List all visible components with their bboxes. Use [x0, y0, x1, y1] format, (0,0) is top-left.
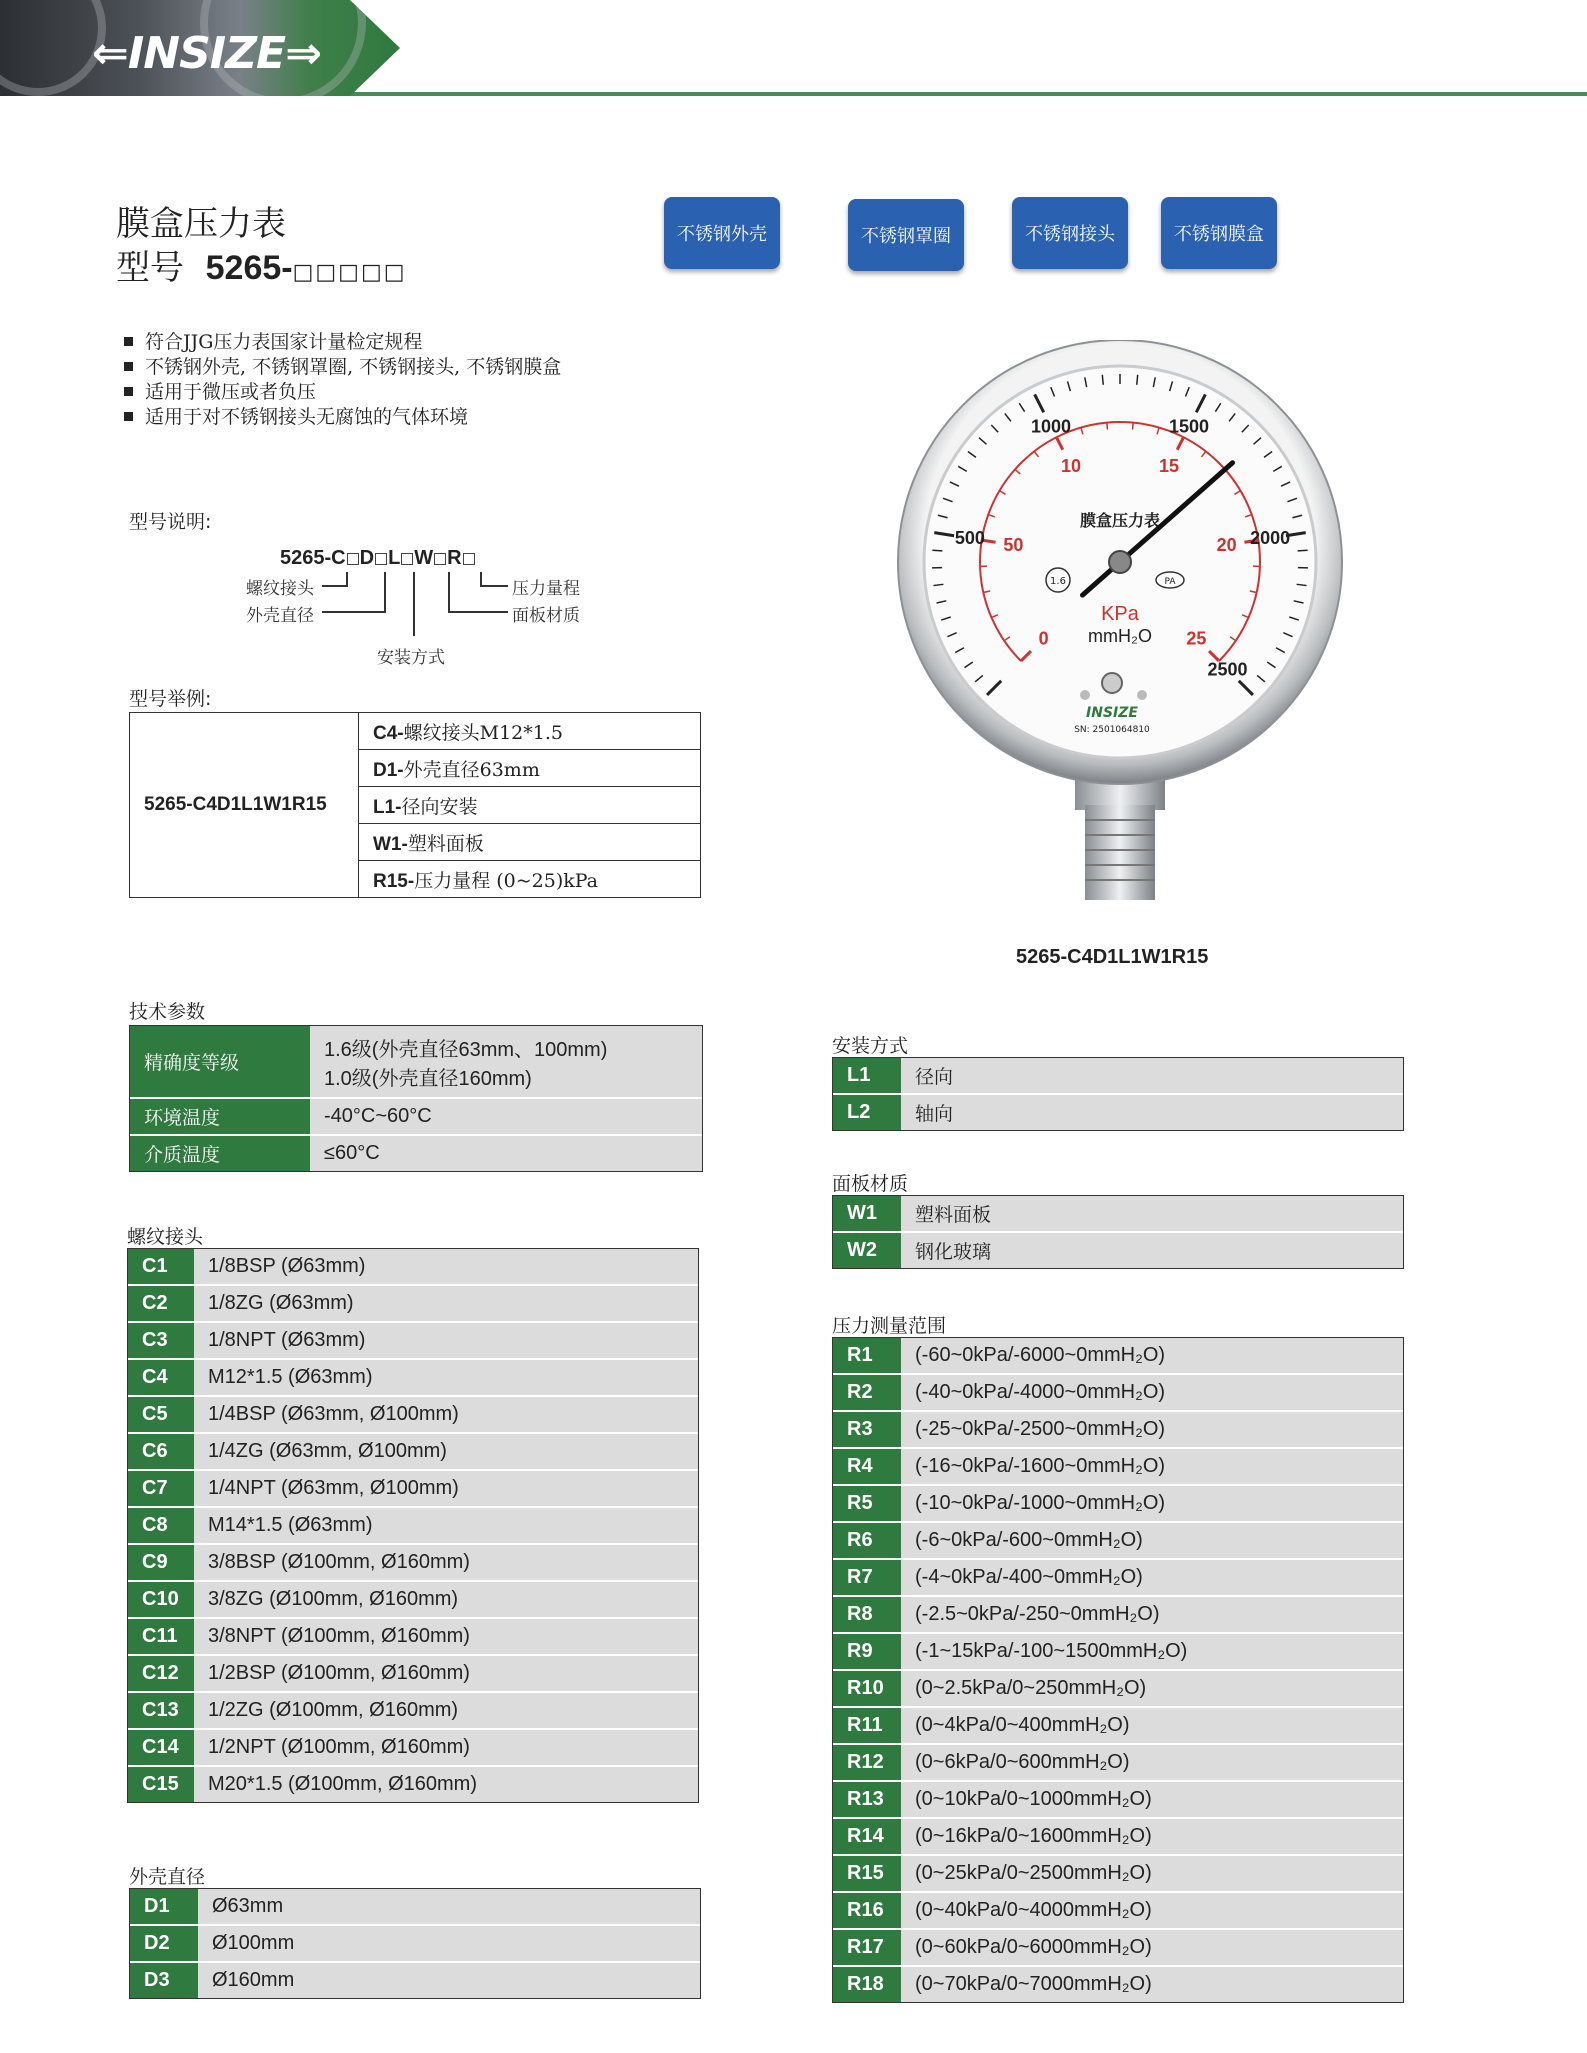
row-code: D3	[130, 1963, 198, 1998]
product-title: 膜盒压力表	[116, 204, 286, 244]
row-value: 1/8ZG (Ø63mm)	[194, 1286, 698, 1321]
row-value: (-2.5~0kPa/-250~0mmH₂O)	[901, 1597, 1403, 1632]
row-code: R16	[833, 1893, 901, 1928]
gauge-serial: SN: 2501064810	[1074, 725, 1150, 735]
mounting-heading: 安装方式	[832, 1035, 909, 1057]
gauge-outer-label: 1500	[1168, 416, 1210, 437]
table-row	[833, 1819, 1403, 1856]
connector-line	[448, 611, 508, 613]
row-code: R4	[833, 1449, 901, 1484]
gauge-face-title: 膜盒压力表	[1079, 511, 1161, 530]
badge-stainless-case: 不锈钢外壳	[664, 197, 780, 269]
gauge-outer-label: 500	[954, 528, 985, 549]
row-value: M12*1.5 (Ø63mm)	[194, 1360, 698, 1395]
table-row	[128, 1249, 698, 1286]
row-code: C13	[128, 1693, 194, 1728]
row-value: 径向	[901, 1058, 1403, 1093]
row-code: C1	[128, 1249, 194, 1284]
row-value: (-16~0kPa/-1600~0mmH₂O)	[901, 1449, 1403, 1484]
table-row	[128, 1730, 698, 1767]
label-thread: 螺纹接头	[246, 579, 314, 599]
row-code: C8	[128, 1508, 194, 1543]
tech-value: ≤60°C	[310, 1136, 702, 1171]
gauge-unit-mmh2o: mmH₂O	[1088, 626, 1152, 646]
row-value: 1/8NPT (Ø63mm)	[194, 1323, 698, 1358]
table-row	[130, 1026, 702, 1099]
table-row	[833, 1708, 1403, 1745]
table-row	[833, 1856, 1403, 1893]
table-row	[833, 1449, 1403, 1486]
row-value: Ø63mm	[198, 1889, 700, 1924]
feature-list	[124, 330, 561, 430]
example-cell: C4-螺纹接头M12*1.5	[359, 713, 701, 750]
row-value: 钢化玻璃	[901, 1233, 1403, 1268]
row-code: R2	[833, 1375, 901, 1410]
feature-item: 符合JJG压力表国家计量检定规程	[124, 330, 561, 355]
connector-line	[322, 585, 348, 587]
gauge-pa-text: PA	[1164, 577, 1176, 587]
row-code: R9	[833, 1634, 901, 1669]
row-code: R15	[833, 1856, 901, 1891]
tech-value: -40°C~60°C	[310, 1099, 702, 1134]
label-range: 压力量程	[512, 579, 580, 599]
row-value: 1/4ZG (Ø63mm, Ø100mm)	[194, 1434, 698, 1469]
row-value: (0~25kPa/0~2500mmH₂O)	[901, 1856, 1403, 1891]
row-code: D2	[130, 1926, 198, 1961]
gauge-adjust-screw	[1102, 673, 1122, 693]
gauge-inner-label: 50	[1003, 535, 1024, 556]
row-code: C6	[128, 1434, 194, 1469]
row-code: C14	[128, 1730, 194, 1765]
thread-heading: 螺纹接头	[127, 1226, 204, 1248]
row-value: 1/2ZG (Ø100mm, Ø160mm)	[194, 1693, 698, 1728]
row-code: R12	[833, 1745, 901, 1780]
label-diameter: 外壳直径	[246, 606, 314, 626]
row-code: C2	[128, 1286, 194, 1321]
row-value: (0~6kPa/0~600mmH₂O)	[901, 1745, 1403, 1780]
example-cell: W1-塑料面板	[359, 824, 701, 861]
table-row	[130, 1136, 702, 1171]
example-cell: D1-外壳直径63mm	[359, 750, 701, 787]
row-value: 3/8ZG (Ø100mm, Ø160mm)	[194, 1582, 698, 1617]
badge-stainless-capsule: 不锈钢膜盒	[1161, 197, 1277, 269]
gauge-screw	[1080, 690, 1090, 700]
table-row	[833, 1893, 1403, 1930]
table-row	[833, 1338, 1403, 1375]
table-row	[833, 1058, 1403, 1095]
row-code: C12	[128, 1656, 194, 1691]
row-code: C4	[128, 1360, 194, 1395]
gauge-outer-label: 1000	[1030, 416, 1072, 437]
diameter-table	[129, 1888, 701, 1999]
product-model: 型号 5265-□□□□□	[116, 248, 407, 288]
row-code: C5	[128, 1397, 194, 1432]
row-code: C7	[128, 1471, 194, 1506]
pressure-gauge-image	[880, 340, 1360, 920]
row-value: M14*1.5 (Ø63mm)	[194, 1508, 698, 1543]
gauge-unit-kpa: KPa	[1101, 603, 1139, 625]
row-code: R1	[833, 1338, 901, 1373]
row-value: (0~70kPa/0~7000mmH₂O)	[901, 1967, 1403, 2002]
row-code: D1	[130, 1889, 198, 1924]
row-value: (0~2.5kPa/0~250mmH₂O)	[901, 1671, 1403, 1706]
label-mounting: 安装方式	[377, 648, 445, 668]
tech-table	[129, 1025, 703, 1172]
table-row	[128, 1471, 698, 1508]
row-code: C10	[128, 1582, 194, 1617]
table-row	[130, 1889, 700, 1926]
face-table	[832, 1195, 1404, 1269]
gauge-screw	[1137, 690, 1147, 700]
example-heading: 型号举例:	[129, 688, 212, 710]
row-value: (-10~0kPa/-1000~0mmH₂O)	[901, 1486, 1403, 1521]
row-code: R18	[833, 1967, 901, 2002]
table-row	[128, 1767, 698, 1802]
row-value: (0~16kPa/0~1600mmH₂O)	[901, 1819, 1403, 1854]
gauge-inner-label: 10	[1060, 455, 1081, 476]
row-code: R11	[833, 1708, 901, 1743]
row-code: R13	[833, 1782, 901, 1817]
row-code: R7	[833, 1560, 901, 1595]
range-heading: 压力测量范围	[832, 1315, 947, 1337]
gauge-brand: INSIZE	[1086, 705, 1138, 721]
table-row	[130, 1926, 700, 1963]
gauge-outer-label: 2500	[1207, 659, 1248, 680]
row-value: (-60~0kPa/-6000~0mmH₂O)	[901, 1338, 1403, 1373]
example-cell: L1-径向安装	[359, 787, 701, 824]
feature-item: 不锈钢外壳, 不锈钢罩圈, 不锈钢接头, 不锈钢膜盒	[124, 355, 561, 380]
connector-line	[480, 585, 508, 587]
row-code: R10	[833, 1671, 901, 1706]
row-value: 轴向	[901, 1095, 1403, 1130]
row-code: R6	[833, 1523, 901, 1558]
tech-heading: 技术参数	[129, 1001, 206, 1023]
row-value: (0~40kPa/0~4000mmH₂O)	[901, 1893, 1403, 1928]
table-row	[128, 1693, 698, 1730]
connector-line	[322, 611, 386, 613]
table-row	[833, 1233, 1403, 1268]
connector-line	[346, 572, 348, 586]
range-table	[832, 1337, 1404, 2003]
row-value: (-1~15kPa/-100~1500mmH₂O)	[901, 1634, 1403, 1669]
gauge-inner-label: 20	[1216, 535, 1237, 556]
row-code: C11	[128, 1619, 194, 1654]
row-code: R5	[833, 1486, 901, 1521]
tech-name: 精确度等级	[130, 1026, 310, 1097]
table-row	[833, 1967, 1403, 2002]
gauge-tick	[932, 550, 942, 551]
row-value: (0~60kPa/0~6000mmH₂O)	[901, 1930, 1403, 1965]
gauge-tick-red	[1133, 423, 1134, 430]
brand-logo: ⇐INSIZE⇒	[92, 28, 321, 79]
row-value: 1/4NPT (Ø63mm, Ø100mm)	[194, 1471, 698, 1506]
row-value: M20*1.5 (Ø100mm, Ø160mm)	[194, 1767, 698, 1802]
mounting-table	[832, 1057, 1404, 1131]
table-row	[128, 1582, 698, 1619]
row-code: W1	[833, 1196, 901, 1231]
row-value: 3/8NPT (Ø100mm, Ø160mm)	[194, 1619, 698, 1654]
tech-name: 介质温度	[130, 1136, 310, 1171]
table-row	[128, 1434, 698, 1471]
row-code: R17	[833, 1930, 901, 1965]
connector-line	[413, 572, 415, 636]
gauge-inner-label: 15	[1159, 455, 1180, 476]
label-face: 面板材质	[512, 606, 580, 626]
table-row	[833, 1196, 1403, 1233]
model-explain-heading: 型号说明:	[129, 511, 212, 533]
table-row	[128, 1323, 698, 1360]
badge-stainless-bezel: 不锈钢罩圈	[848, 199, 964, 271]
gauge-inner-label: 0	[1038, 628, 1049, 649]
table-row	[833, 1412, 1403, 1449]
table-row	[128, 1619, 698, 1656]
row-value: 1/8BSP (Ø63mm)	[194, 1249, 698, 1284]
example-model: 5265-C4D1L1W1R15	[130, 713, 359, 898]
example-table	[129, 712, 701, 898]
table-row	[833, 1486, 1403, 1523]
table-row	[833, 1634, 1403, 1671]
table-row	[833, 1375, 1403, 1412]
table-row	[130, 1963, 700, 1998]
row-value: (-4~0kPa/-400~0mmH₂O)	[901, 1560, 1403, 1595]
row-code: L2	[833, 1095, 901, 1130]
table-row	[833, 1782, 1403, 1819]
connector-line	[384, 572, 386, 612]
row-code: R8	[833, 1597, 901, 1632]
table-row	[130, 713, 701, 750]
table-row	[833, 1671, 1403, 1708]
row-value: Ø160mm	[198, 1963, 700, 1998]
row-value: 塑料面板	[901, 1196, 1403, 1231]
table-row	[128, 1286, 698, 1323]
row-code: W2	[833, 1233, 901, 1268]
feature-item: 适用于对不锈钢接头无腐蚀的气体环境	[124, 405, 561, 430]
gauge-inner-label: 25	[1186, 628, 1207, 649]
table-row	[130, 1099, 702, 1136]
gauge-tick	[1102, 375, 1103, 385]
badge-stainless-connector: 不锈钢接头	[1012, 197, 1128, 269]
table-row	[833, 1095, 1403, 1130]
row-value: (-25~0kPa/-2500~0mmH₂O)	[901, 1412, 1403, 1447]
row-value: Ø100mm	[198, 1926, 700, 1961]
row-code: L1	[833, 1058, 901, 1093]
row-value: 1/2BSP (Ø100mm, Ø160mm)	[194, 1656, 698, 1691]
row-value: (0~4kPa/0~400mmH₂O)	[901, 1708, 1403, 1743]
tech-value: 1.6级(外壳直径63mm、100mm) 1.0级(外壳直径160mm)	[310, 1026, 702, 1097]
row-value: 3/8BSP (Ø100mm, Ø160mm)	[194, 1545, 698, 1580]
gauge-tick-red	[1107, 423, 1108, 430]
table-row	[128, 1397, 698, 1434]
row-value: 1/2NPT (Ø100mm, Ø160mm)	[194, 1730, 698, 1765]
table-row	[128, 1360, 698, 1397]
gauge-class-text: 1.6	[1050, 576, 1066, 587]
gauge-outer-label: 2000	[1250, 528, 1291, 549]
row-code: C3	[128, 1323, 194, 1358]
connector-line	[448, 572, 450, 612]
tech-name: 环境温度	[130, 1099, 310, 1134]
table-row	[833, 1597, 1403, 1634]
table-row	[128, 1656, 698, 1693]
row-code: C9	[128, 1545, 194, 1580]
row-value: (-6~0kPa/-600~0mmH₂O)	[901, 1523, 1403, 1558]
row-value: (-40~0kPa/-4000~0mmH₂O)	[901, 1375, 1403, 1410]
table-row	[128, 1508, 698, 1545]
table-row	[833, 1930, 1403, 1967]
table-row	[833, 1523, 1403, 1560]
thread-table	[127, 1248, 699, 1803]
feature-item: 适用于微压或者负压	[124, 380, 561, 405]
row-value: 1/4BSP (Ø63mm, Ø100mm)	[194, 1397, 698, 1432]
gauge-needle-hub	[1109, 551, 1131, 573]
gauge-caption: 5265-C4D1L1W1R15	[1016, 946, 1209, 968]
gauge-tick	[1137, 375, 1138, 385]
model-code-diagram: 5265-C D L W R	[280, 547, 476, 570]
row-code: R14	[833, 1819, 901, 1854]
diameter-heading: 外壳直径	[129, 1866, 206, 1888]
face-heading: 面板材质	[832, 1173, 909, 1195]
row-code: C15	[128, 1767, 194, 1802]
row-value: (0~10kPa/0~1000mmH₂O)	[901, 1782, 1403, 1817]
gauge-tick	[1298, 550, 1308, 551]
table-row	[833, 1745, 1403, 1782]
connector-line	[480, 572, 482, 586]
table-row	[128, 1545, 698, 1582]
example-cell: R15-压力量程 (0~25)kPa	[359, 861, 701, 898]
row-code: R3	[833, 1412, 901, 1447]
table-row	[833, 1560, 1403, 1597]
